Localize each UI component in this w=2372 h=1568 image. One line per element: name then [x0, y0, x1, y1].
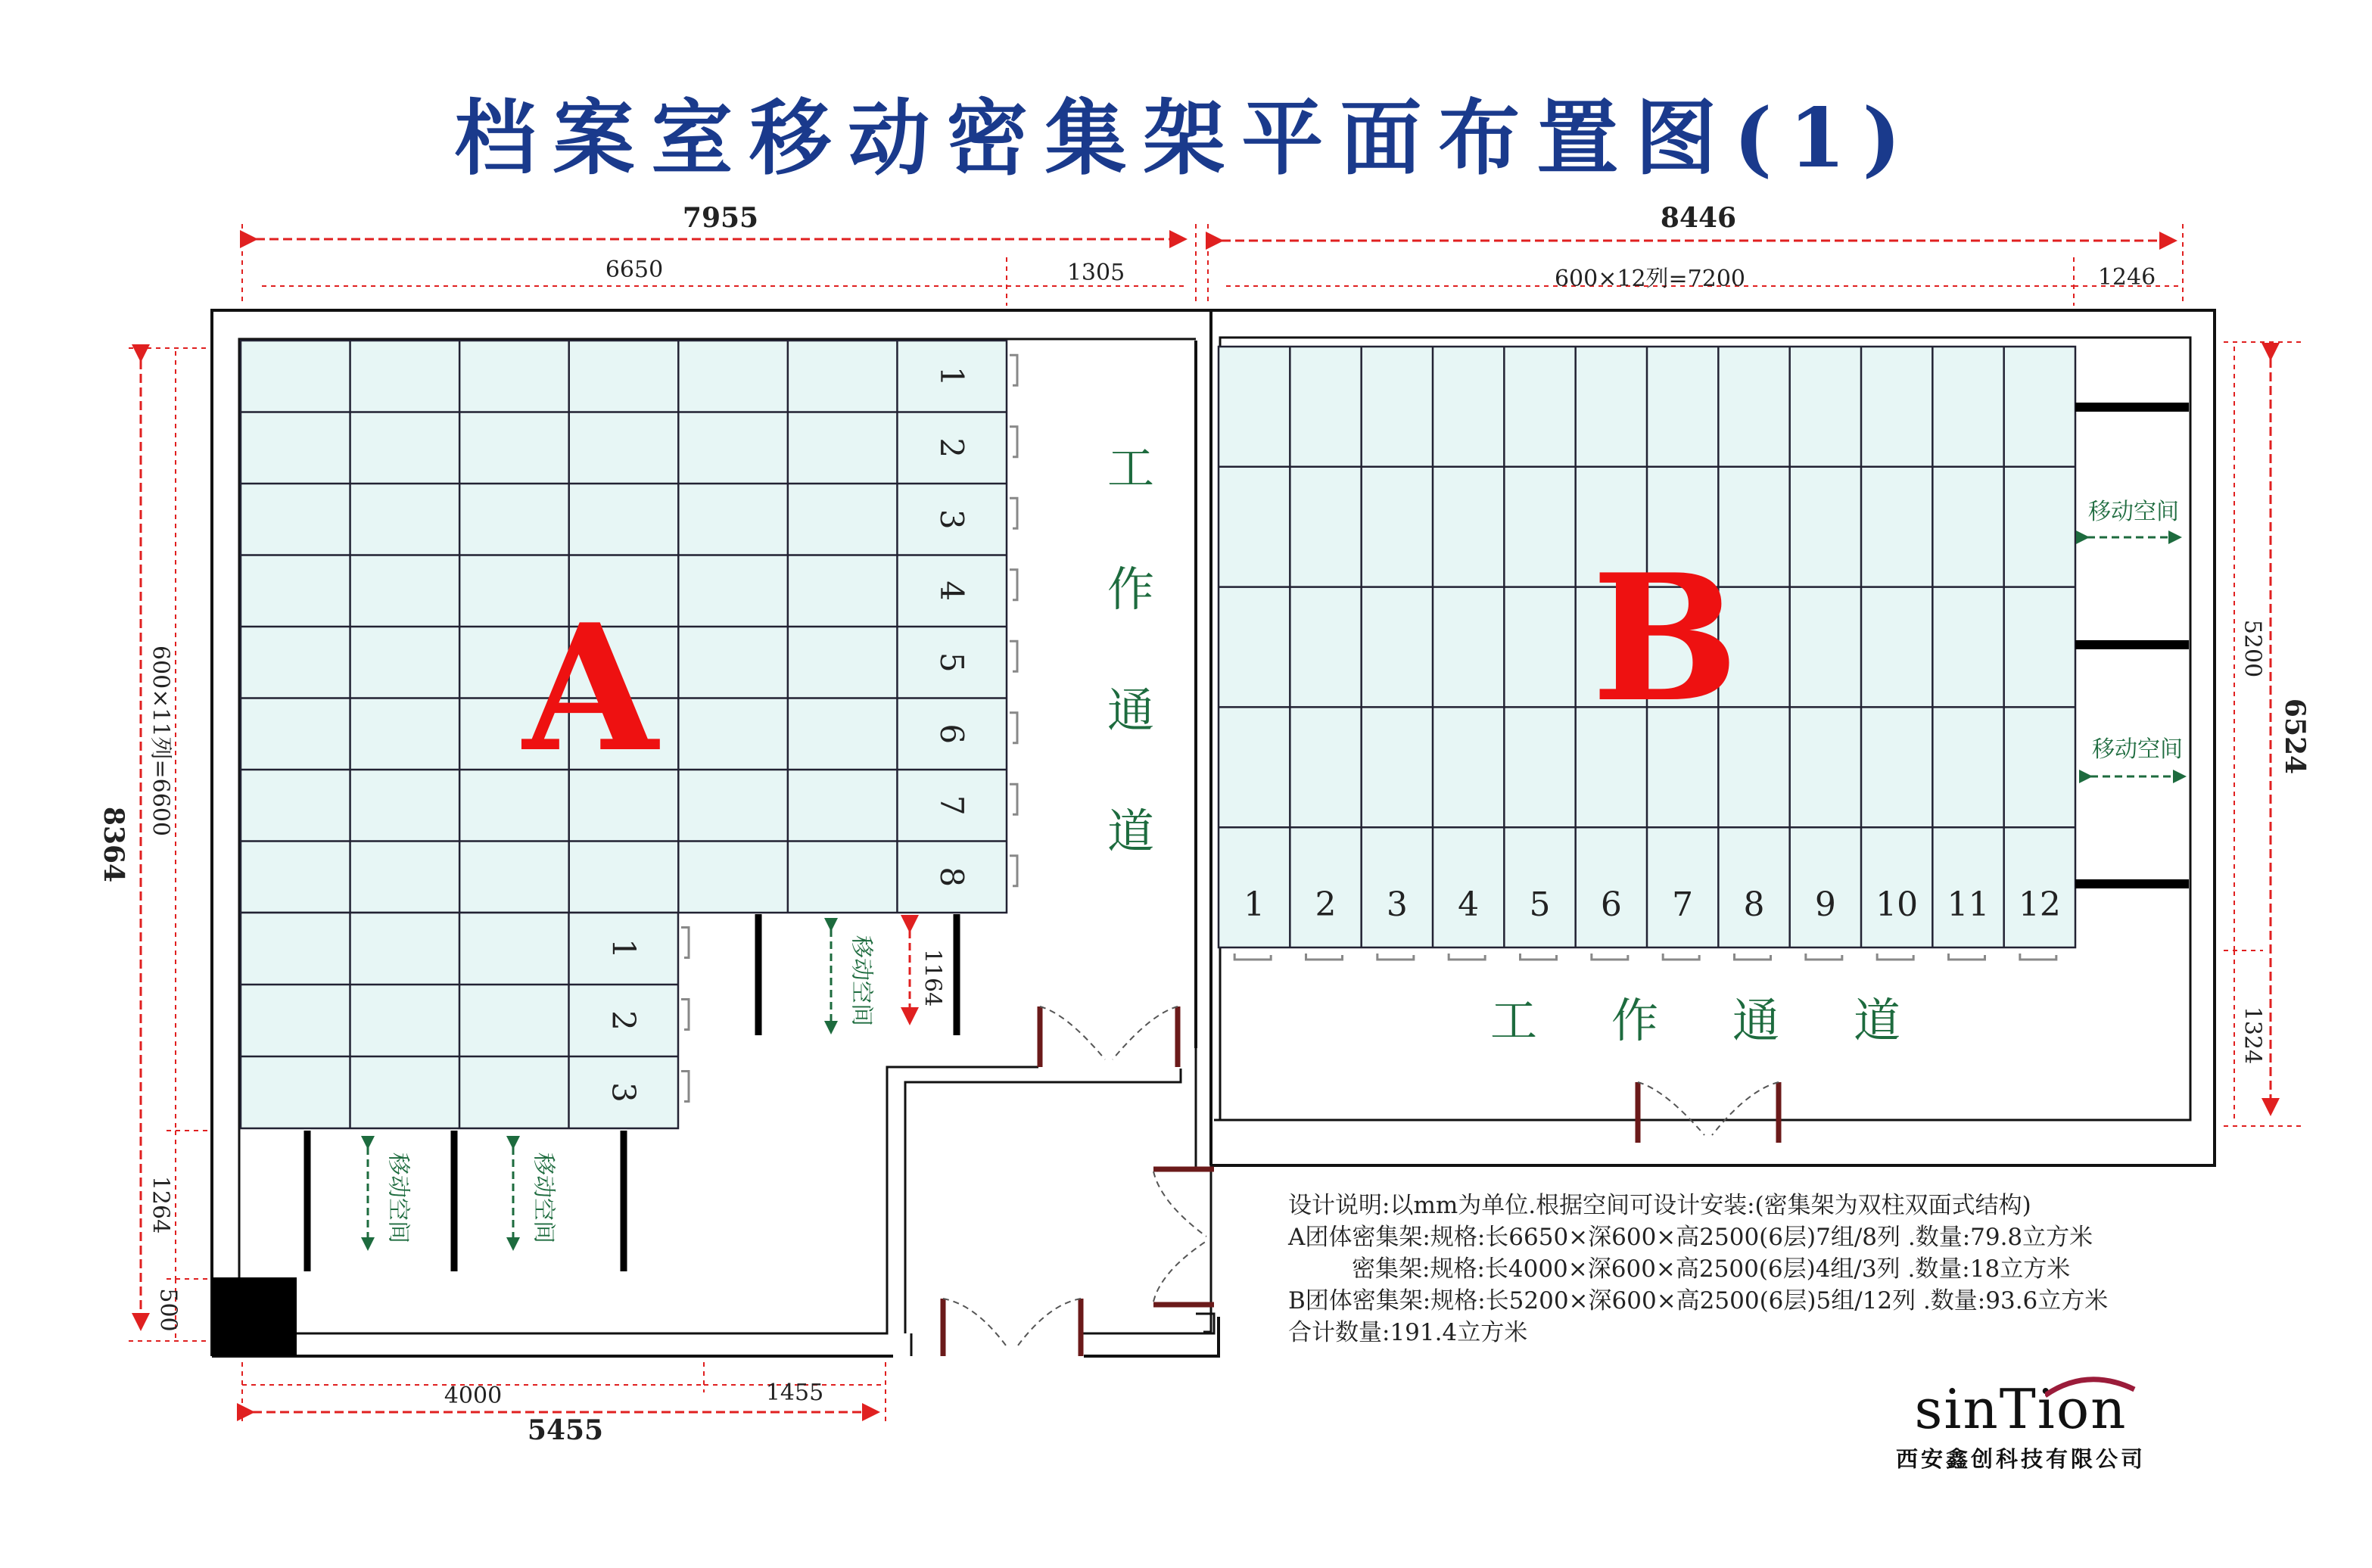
shelf-handwheel-icon [1592, 954, 1628, 960]
shelf-handwheel-icon [2020, 954, 2056, 960]
aisle-char: 作 [1107, 562, 1155, 617]
dimension-label: 8364 [98, 806, 129, 883]
dimension-label: 600×11列=6600 [147, 645, 174, 837]
zone-a-label: A [522, 586, 658, 791]
shelf-row-number: 8 [933, 866, 971, 888]
shelf-handwheel-icon [1010, 713, 1017, 743]
door-swing [1040, 1006, 1105, 1059]
dimension-label: 1164 [919, 948, 946, 1007]
shelf-column-number: 10 [1875, 885, 1919, 924]
logo-company: 西安鑫创科技有限公司 [1895, 1446, 2146, 1472]
note-line: 密集架:规格:长4000×深600×高2500(6层)4组/3列 .数量:18立方米 [1352, 1255, 2071, 1283]
corridor-wall-5 [1084, 1317, 1219, 1356]
shelf-handwheel-icon [1735, 954, 1771, 960]
door-swing [1153, 1241, 1206, 1302]
note-line: 设计说明:以mm为单位.根据空间可设计安装:(密集架为双柱双面式结构) [1288, 1192, 2031, 1219]
corridor-wall-4 [1082, 1314, 1214, 1333]
shelf-row-number: 1 [605, 938, 643, 959]
shelf-column-number: 5 [1529, 885, 1551, 924]
dimension-label: 1305 [1066, 260, 1125, 286]
shelf-handwheel-icon [1877, 954, 1913, 960]
note-line: B团体密集架:规格:长5200×深600×高2500(6层)5组/12列 .数量:93.6立方米 [1288, 1287, 2109, 1314]
logo-swoosh-icon [2045, 1373, 2136, 1403]
dimension-label: 4000 [444, 1383, 503, 1409]
shelf-handwheel-icon [1306, 954, 1343, 960]
shelf-handwheel-icon [1949, 954, 1985, 960]
shelf-column-number: 6 [1600, 885, 1622, 924]
shelf-row-number: 2 [605, 1010, 643, 1031]
shelf-handwheel-icon [1010, 498, 1017, 528]
design-notes [1288, 1190, 2272, 1349]
dimension-label: 5455 [527, 1414, 604, 1446]
shelf-column-number: 9 [1814, 885, 1836, 924]
note-line: A团体密集架:规格:长6650×深600×高2500(6层)7组/8列 .数量:79.8立方米 [1288, 1224, 2093, 1251]
aisle-char: 通 [1732, 993, 1780, 1048]
shelf-row-number: 1 [933, 366, 971, 387]
door-swing [1638, 1082, 1704, 1135]
shelf-column-number: 12 [2018, 885, 2061, 924]
dimension-label: 5200 [2239, 619, 2266, 678]
zone-b-label: B [1591, 537, 1739, 741]
moving-space-label: 移动空间 [384, 1153, 412, 1243]
logo-brand: sinTion [1914, 1377, 2128, 1441]
shelf-handwheel-icon [1806, 954, 1842, 960]
aisle-char: 工 [1490, 993, 1538, 1048]
company-logo [1869, 1377, 2172, 1473]
dimension-label: 600×12列=7200 [1554, 266, 1746, 292]
moving-space-label: 移动空间 [530, 1153, 557, 1243]
shelf-handwheel-icon [1377, 954, 1414, 960]
aisle-char: 工 [1107, 440, 1155, 496]
dimension-label: 7955 [682, 202, 759, 234]
moving-space-label: 移动空间 [2092, 736, 2183, 763]
shelf-handwheel-icon [1010, 641, 1017, 671]
shelf-handwheel-icon [1010, 570, 1017, 600]
shelf-column-number: 1 [1244, 885, 1265, 924]
structural-column [212, 1277, 297, 1356]
door-swing [1016, 1299, 1081, 1349]
moving-space-label: 移动空间 [2088, 499, 2179, 525]
aisle-char: 通 [1107, 683, 1155, 738]
shelf-row-number: 6 [933, 723, 971, 745]
shelf-row-number: 7 [933, 795, 971, 816]
door-swing [1712, 1082, 1779, 1135]
shelf-row-number: 5 [933, 652, 971, 673]
shelf-column-number: 2 [1315, 885, 1337, 924]
shelf-column-number: 7 [1672, 885, 1694, 924]
page-title: 档案室移动密集架平面布置图(1) [454, 91, 1918, 186]
shelf-handwheel-icon [1234, 954, 1271, 960]
moving-space-label: 移动空间 [848, 935, 875, 1026]
dimension-label: 1264 [147, 1175, 174, 1234]
shelf-column-number: 3 [1386, 885, 1408, 924]
aisle-char: 作 [1611, 993, 1659, 1048]
door-swing [1113, 1006, 1178, 1059]
dimension-label: 6524 [2279, 698, 2311, 775]
door-swing [943, 1299, 1008, 1349]
aisle-char: 道 [1853, 993, 1901, 1048]
dimension-label: 6650 [605, 257, 664, 283]
dimension-label: 1455 [765, 1380, 824, 1406]
shelf-handwheel-icon [1010, 427, 1017, 457]
shelf-row-number: 3 [933, 509, 971, 530]
dimension-label: 1246 [2097, 264, 2156, 291]
shelf-row-number: 2 [933, 437, 971, 459]
shelf-column-number: 11 [1947, 885, 1990, 924]
dimension-label: 8446 [1660, 202, 1737, 234]
door-swing [1153, 1171, 1206, 1237]
shelf-handwheel-icon [681, 1000, 689, 1030]
shelf-column-number: 4 [1458, 885, 1480, 924]
shelf-handwheel-icon [1010, 784, 1017, 814]
shelf-handwheel-icon [1449, 954, 1485, 960]
outer-wall-b-bottom [1211, 1143, 2215, 1165]
shelf-handwheel-icon [1521, 954, 1557, 960]
shelf-handwheel-icon [1010, 355, 1017, 385]
dimension-label: 1324 [2239, 1006, 2266, 1065]
shelf-row-number: 4 [933, 580, 971, 602]
shelf-column-number: 8 [1743, 885, 1765, 924]
inner-wall-a2 [905, 1069, 1181, 1333]
aisle-char: 道 [1107, 804, 1155, 859]
shelf-handwheel-icon [1663, 954, 1699, 960]
note-line: 合计数量:191.4立方米 [1288, 1319, 1528, 1346]
shelf-handwheel-icon [681, 1072, 689, 1102]
shelf-row-number: 3 [605, 1082, 643, 1103]
dimension-label: 500 [154, 1288, 182, 1332]
shelf-handwheel-icon [681, 928, 689, 958]
shelf-handwheel-icon [1010, 856, 1017, 886]
